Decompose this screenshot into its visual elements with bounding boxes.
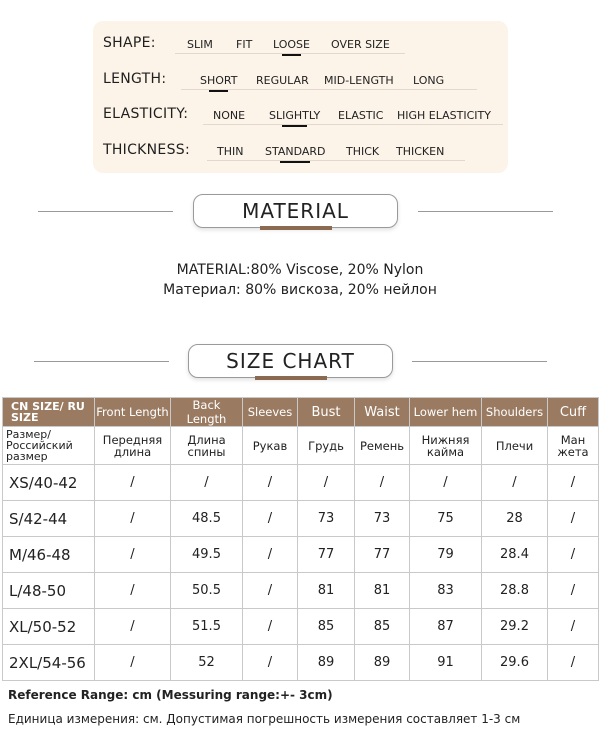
attr-label: ELASTICITY: [103,106,189,122]
section-divider [38,211,173,212]
attr-option: STANDARD [265,145,326,158]
size-label-cell: S/42-44 [3,501,95,537]
table-row [3,465,599,501]
table-row [3,609,599,645]
measurement-cell: / [95,465,171,501]
column-header: Bust [298,398,355,427]
attr-label: THICKNESS: [103,142,190,158]
size-label-cell: XL/50-52 [3,609,95,645]
measurement-cell: / [548,501,599,537]
attr-option: THIN [217,145,244,158]
column-header-ru: Передняя длина [95,427,171,465]
measurement-cell: / [410,465,482,501]
size-label-cell: 2XL/54-56 [3,645,95,681]
measurement-cell: 28.8 [482,573,548,609]
column-header: Front Length [95,398,171,427]
measurement-cell: 52 [171,645,243,681]
measurement-cell: / [243,465,298,501]
attr-row-shape [103,31,503,55]
column-header-ru: Ман жета [548,427,599,465]
attr-option: OVER SIZE [331,38,390,51]
attr-option: MID-LENGTH [324,74,394,87]
measurement-cell: 85 [298,609,355,645]
section-divider [412,361,547,362]
section-divider [34,361,169,362]
measurement-cell: 81 [298,573,355,609]
column-header-ru: Рукав [243,427,298,465]
column-header: Sleeves [243,398,298,427]
column-header-ru: Размер/ Российский размер [3,427,95,465]
measurement-cell: 49.5 [171,537,243,573]
attr-row-length [103,67,503,91]
attr-row-thickness [103,138,503,162]
measurement-cell: / [95,501,171,537]
column-header: Cuff [548,398,599,427]
measurement-cell: / [548,645,599,681]
attr-option: FIT [236,38,253,51]
attr-option: HIGH ELASTICITY [397,109,491,122]
attr-label: LENGTH: [103,71,167,87]
measurement-cell: 28 [482,501,548,537]
measurement-cell: / [95,645,171,681]
measurement-cell: / [482,465,548,501]
measurement-cell: 79 [410,537,482,573]
table-row [3,537,599,573]
attr-option: SLIM [187,38,213,51]
measurement-cell: 85 [355,609,410,645]
measurement-cell: 75 [410,501,482,537]
measurement-note-ru: Единица измерения: см. Допустимая погрешность измерения составляет 1-3 см [8,712,521,726]
measurement-cell: 81 [355,573,410,609]
section-divider [418,211,553,212]
reference-range-note: Reference Range: cm (Messuring range:+- 3cm) [8,688,333,702]
measurement-cell: 73 [298,501,355,537]
column-header: Lower hem [410,398,482,427]
table-row [3,573,599,609]
table-row [3,501,599,537]
size-label-cell: XS/40-42 [3,465,95,501]
material-line-ru: Материал: 80% вискоза, 20% нейлон [163,282,437,298]
measurement-cell: / [548,609,599,645]
attr-option: NONE [213,109,246,122]
size-label-cell: M/46-48 [3,537,95,573]
attr-option: SHORT [200,74,238,87]
measurement-cell: / [548,573,599,609]
measurement-cell: / [355,465,410,501]
material-title-text: MATERIAL [242,199,349,223]
table-header-row-ru [3,427,599,465]
column-header-ru: Длина спины [171,427,243,465]
attr-option: SLIGHTLY [269,109,321,122]
measurement-cell: 28.4 [482,537,548,573]
attributes-panel [93,21,508,173]
attr-divider [203,124,503,125]
measurement-cell: 89 [355,645,410,681]
size-chart-title-text: SIZE CHART [226,349,355,373]
measurement-cell: / [548,537,599,573]
attr-row-elasticity [103,102,503,126]
attr-option: ELASTIC [338,109,384,122]
measurement-cell: 87 [410,609,482,645]
size-table [2,397,599,681]
attr-divider [207,160,465,161]
measurement-cell: 77 [298,537,355,573]
measurement-cell: 29.2 [482,609,548,645]
measurement-cell: 83 [410,573,482,609]
measurement-cell: / [243,537,298,573]
table-header-row [3,398,599,427]
column-header: Waist [355,398,410,427]
measurement-cell: / [548,465,599,501]
measurement-cell: / [243,609,298,645]
measurement-cell: / [95,573,171,609]
measurement-cell: 48.5 [171,501,243,537]
measurement-cell: / [171,465,243,501]
column-header: Back Length [171,398,243,427]
measurement-cell: 91 [410,645,482,681]
measurement-cell: / [95,537,171,573]
column-header: Shoulders [482,398,548,427]
measurement-cell: 77 [355,537,410,573]
attr-option: THICKEN [396,145,445,158]
measurement-cell: 50.5 [171,573,243,609]
measurement-cell: 73 [355,501,410,537]
material-section-title [193,194,398,228]
attr-label: SHAPE: [103,35,156,51]
title-accent [255,376,327,380]
size-chart-section-title [188,344,393,378]
column-header-ru: Ремень [355,427,410,465]
column-header-ru: Нижняя кайма [410,427,482,465]
attr-option: REGULAR [256,74,309,87]
measurement-cell: / [243,501,298,537]
size-table-body [3,465,599,681]
title-accent [260,226,332,230]
measurement-cell: 29.6 [482,645,548,681]
measurement-cell: / [298,465,355,501]
table-row [3,645,599,681]
column-header-ru: Грудь [298,427,355,465]
attr-option: THICK [346,145,380,158]
column-header: CN SIZE/ RU SIZE [3,398,95,427]
measurement-cell: / [243,573,298,609]
measurement-cell: 89 [298,645,355,681]
attr-option: LONG [413,74,445,87]
size-label-cell: L/48-50 [3,573,95,609]
material-line-en: MATERIAL:80% Viscose, 20% Nylon [176,262,424,278]
measurement-cell: 51.5 [171,609,243,645]
column-header-ru: Плечи [482,427,548,465]
measurement-cell: / [95,609,171,645]
attr-option: LOOSE [273,38,310,51]
measurement-cell: / [243,645,298,681]
